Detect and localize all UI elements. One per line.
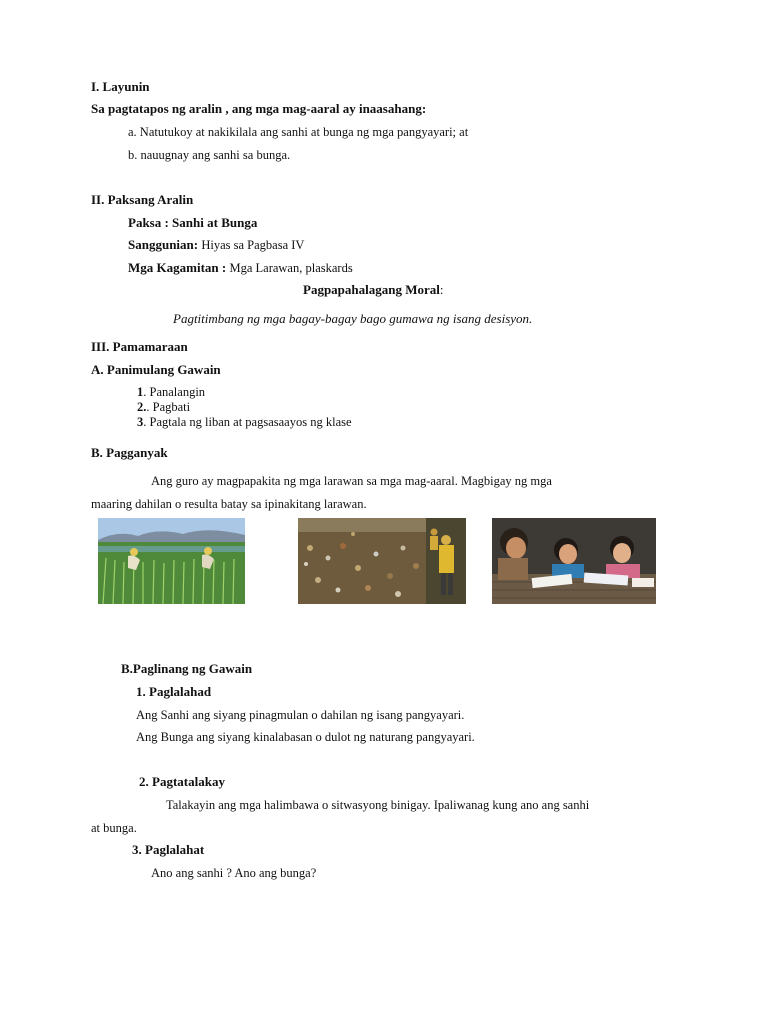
pamamaraan-heading: III. Pamamaraan <box>91 339 188 354</box>
layunin-item-b: b. nauugnay ang sanhi sa bunga. <box>128 148 291 162</box>
moral-colon: : <box>439 282 444 297</box>
moral-heading <box>303 282 444 298</box>
pagganyak-line-1: Ang guro ay magpapakita ng mga larawan sa mga mag-aaral. Magbigay ng mga <box>151 474 552 488</box>
layunin-item-a: a. Natutukoy at nakikilala ang sanhi at bunga ng mga pangyayari; at <box>128 125 469 139</box>
paglinang-heading: B.Paglinang ng Gawain <box>121 661 253 676</box>
rice-field-photo <box>98 518 245 604</box>
polluted-river-photo <box>298 518 466 604</box>
sanggunian-label: Sanggunian: <box>128 237 199 252</box>
panimula-item-1 <box>137 384 205 400</box>
pagganyak-line-2: maaring dahilan o resulta batay sa ipinakitang larawan. <box>91 497 367 511</box>
sanggunian-line <box>128 237 304 253</box>
paglalahad-line-1: Ang Sanhi ang siyang pinagmulan o dahilan ng isang pangyayari. <box>136 708 465 722</box>
paglalahad-heading: 1. Paglalahad <box>136 684 212 699</box>
kagamitan-value: Mga Larawan, plaskards <box>229 261 353 275</box>
paglalahat-heading: 3. Paglalahat <box>132 842 205 857</box>
paksang-aralin-heading: II. Paksang Aralin <box>91 192 194 207</box>
kagamitan-line <box>128 260 353 276</box>
paglalahad-line-2: Ang Bunga ang siyang kinalabasan o dulot ng naturang pangyayari. <box>136 730 475 744</box>
pagtatalakay-line-1: Talakayin ang mga halimbawa o sitwasyong binigay. Ipaliwanag kung ano ang sanhi <box>166 798 590 812</box>
moral-label: Pagpapahalagang Moral <box>303 282 440 297</box>
panimula-item-3 <box>137 414 352 430</box>
kagamitan-label: Mga Kagamitan : <box>128 260 227 275</box>
panimula-item-3-text: . Pagtala ng liban at pagsasaayos ng klase <box>143 415 352 429</box>
panimula-item-2-num: 2. <box>137 400 147 414</box>
paglalahat-line: Ano ang sanhi ? Ano ang bunga? <box>151 866 317 880</box>
paksa-line: Paksa : Sanhi at Bunga <box>128 215 258 230</box>
panimula-item-2 <box>137 399 190 415</box>
layunin-intro: Sa pagtatapos ng aralin , ang mga mag-aaral ay inaasahang: <box>91 101 427 116</box>
moral-value: Pagtitimbang ng mga bagay-bagay bago gumawa ng isang desisyon. <box>173 311 533 326</box>
pagtatalakay-line-2: at bunga. <box>91 821 137 835</box>
panimula-item-1-num: 1 <box>137 385 144 399</box>
sanggunian-value: Hiyas sa Pagbasa IV <box>201 238 305 252</box>
panimula-item-1-text: . Panalangin <box>143 385 206 399</box>
children-studying-photo <box>492 518 656 604</box>
panimula-heading: A. Panimulang Gawain <box>91 362 221 377</box>
panimula-item-3-num: 3 <box>137 415 144 429</box>
panimula-item-2-text: . Pagbati <box>146 400 191 414</box>
pagtatalakay-heading: 2. Pagtatalakay <box>139 774 225 789</box>
layunin-heading: I. Layunin <box>91 79 150 94</box>
pagganyak-heading: B. Pagganyak <box>91 445 168 460</box>
